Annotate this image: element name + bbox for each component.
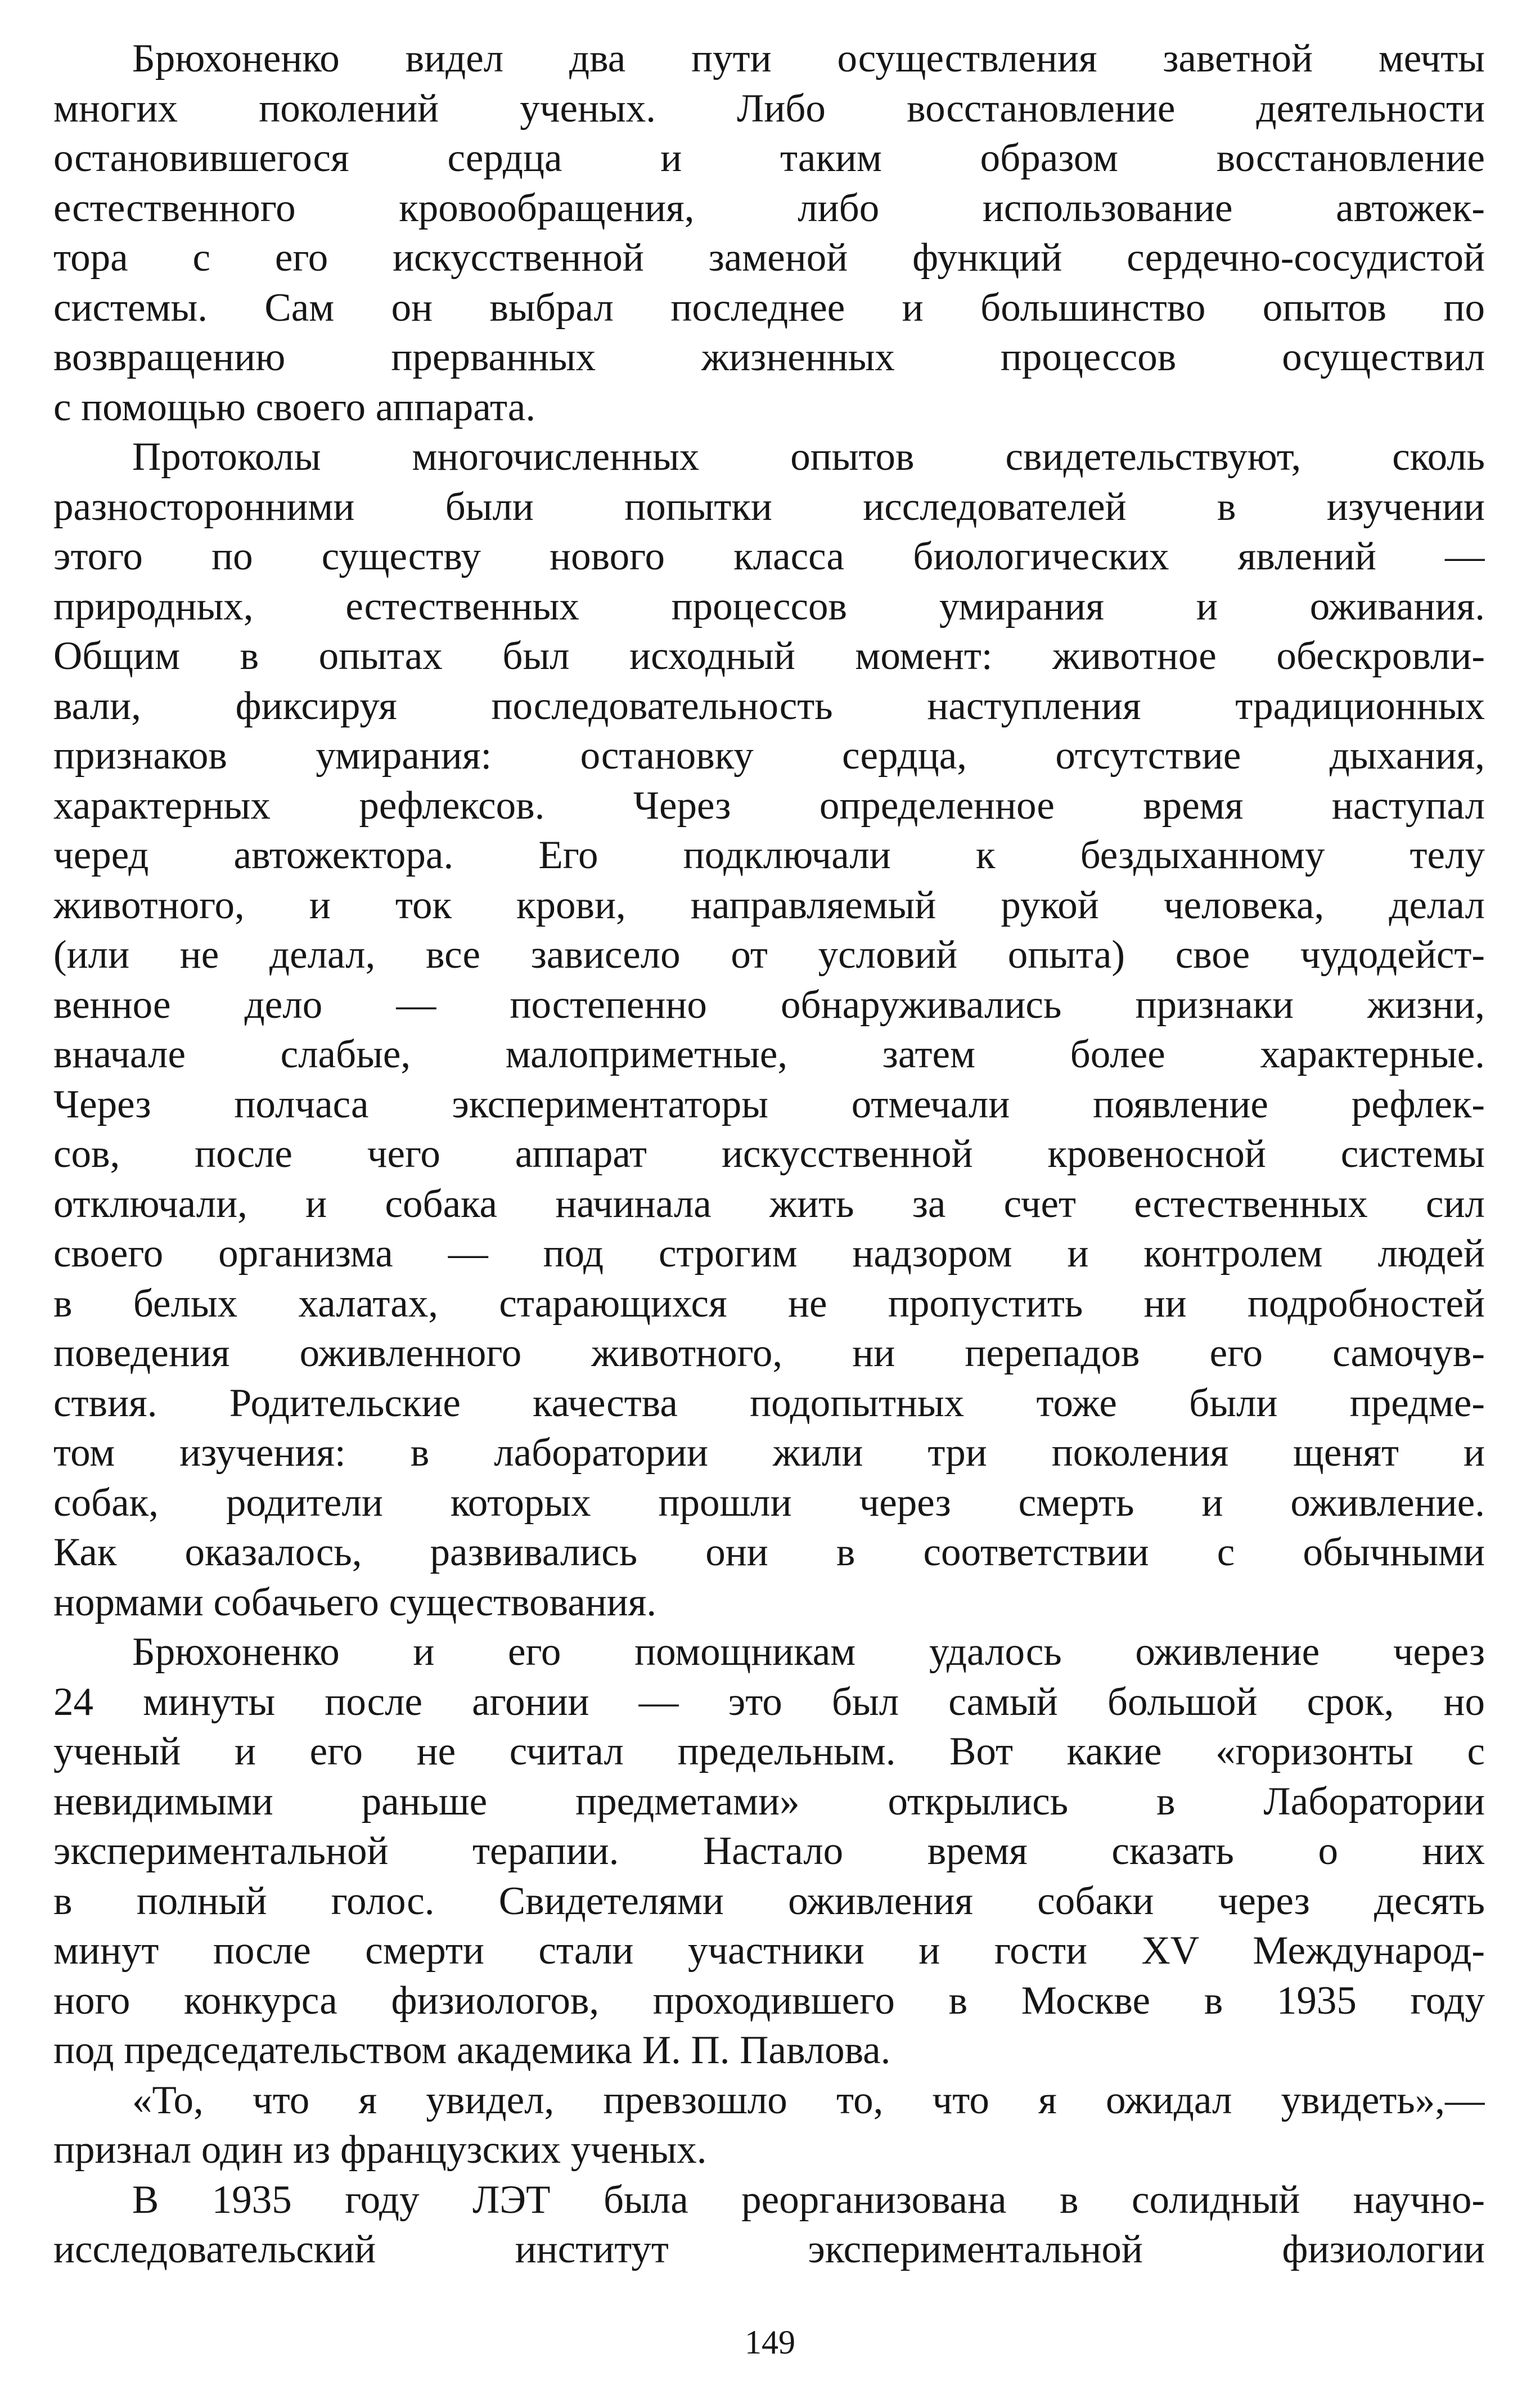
text-line: тора с его искусственной заменой функций сердечно-сосудистой: [53, 236, 1485, 280]
text-line: природных, естественных процессов умирания и оживания.: [53, 584, 1485, 628]
text-line: минут после смерти стали участники и гости XV Международ-: [53, 1929, 1485, 1973]
text-line: остановившегося сердца и таким образом восстановление: [53, 136, 1485, 180]
paragraph: [53, 432, 1485, 1627]
text-line: Брюхоненко и его помощникам удалось оживление через: [132, 1630, 1485, 1674]
text-line: признал один из французских ученых.: [53, 2128, 707, 2172]
text-line: (или не делал, все зависело от условий опыта) свое чудодейст-: [53, 933, 1485, 977]
text-line: «То, что я увидел, превзошло то, что я ожидал увидеть»,—: [132, 2078, 1485, 2122]
text-line: животного, и ток крови, направляемый рукой человека, делал: [53, 883, 1485, 927]
paragraph: [53, 2076, 1485, 2175]
text-line: сов, после чего аппарат искусственной кровеносной системы: [53, 1132, 1485, 1176]
text-line: нормами собачьего существования.: [53, 1580, 657, 1624]
text-line: возвращению прерванных жизненных процессов осуществил: [53, 335, 1485, 379]
text-line: отключали, и собака начинала жить за счет естественных сил: [53, 1182, 1485, 1226]
paragraph: [53, 34, 1485, 432]
body-text: [53, 34, 1485, 2275]
text-line: собак, родители которых прошли через смерть и оживление.: [53, 1480, 1485, 1525]
text-line: естественного кровообращения, либо использование автожек-: [53, 186, 1485, 230]
text-line: Общим в опытах был исходный момент: животное обескровли-: [53, 634, 1485, 678]
text-line: 24 минуты после агонии — это был самый большой срок, но: [53, 1679, 1485, 1724]
text-line: в белых халатах, старающихся не пропустить ни подробностей: [53, 1281, 1485, 1326]
text-line: системы. Сам он выбрал последнее и большинство опытов по: [53, 285, 1485, 330]
text-line: с помощью своего аппарата.: [53, 385, 536, 429]
text-line: Через полчаса экспериментаторы отмечали появление рефлек-: [53, 1082, 1485, 1126]
text-line: признаков умирания: остановку сердца, отсутствие дыхания,: [53, 734, 1485, 778]
text-line: этого по существу нового класса биологических явлений —: [53, 535, 1485, 578]
text-line: многих поколений ученых. Либо восстановление деятельности: [53, 86, 1485, 131]
paragraph: [53, 1627, 1485, 2076]
text-line: ного конкурса физиологов, проходившего в Москве в 1935 году: [53, 1978, 1485, 2023]
text-line: своего организма — под строгим надзором и контролем людей: [53, 1232, 1485, 1275]
paragraph: [53, 2175, 1485, 2275]
text-line: В 1935 году ЛЭТ была реорганизована в солидный научно-: [132, 2177, 1485, 2222]
text-line: невидимыми раньше предметами» открылись в Лаборатории: [53, 1779, 1485, 1823]
text-line: черед автожектора. Его подключали к бездыханному телу: [53, 833, 1485, 877]
page-number: 149: [745, 2324, 795, 2361]
text-line: Протоколы многочисленных опытов свидетельствуют, сколь: [132, 435, 1485, 479]
text-line: ствия. Родительские качества подопытных тоже были предме-: [53, 1381, 1485, 1425]
text-line: под председательством академика И. П. Павлова.: [53, 2028, 891, 2072]
text-line: исследовательский институт экспериментальной физиологии: [53, 2227, 1485, 2271]
text-line: характерных рефлексов. Через определенное время наступал: [53, 783, 1485, 828]
text-line: том изучения: в лаборатории жили три поколения щенят и: [53, 1431, 1485, 1475]
text-line: вначале слабые, малоприметные, затем более характерные.: [53, 1032, 1485, 1076]
text-line: Как оказалось, развивались они в соответствии с обычными: [53, 1530, 1485, 1574]
text-line: ученый и его не считал предельным. Вот какие «горизонты с: [53, 1730, 1485, 1773]
text-line: Брюхоненко видел два пути осуществления заветной мечты: [132, 37, 1485, 80]
text-line: разносторонними были попытки исследователей в изучении: [53, 484, 1485, 529]
text-line: вали, фиксируя последовательность наступления традиционных: [53, 684, 1485, 728]
text-line: поведения оживленного животного, ни перепадов его самочув-: [53, 1331, 1485, 1375]
text-line: в полный голос. Свидетелями оживления собаки через десять: [53, 1879, 1485, 1923]
text-line: экспериментальной терапии. Настало время сказать о них: [53, 1829, 1485, 1873]
text-line: венное дело — постепенно обнаруживались признаки жизни,: [53, 982, 1485, 1027]
